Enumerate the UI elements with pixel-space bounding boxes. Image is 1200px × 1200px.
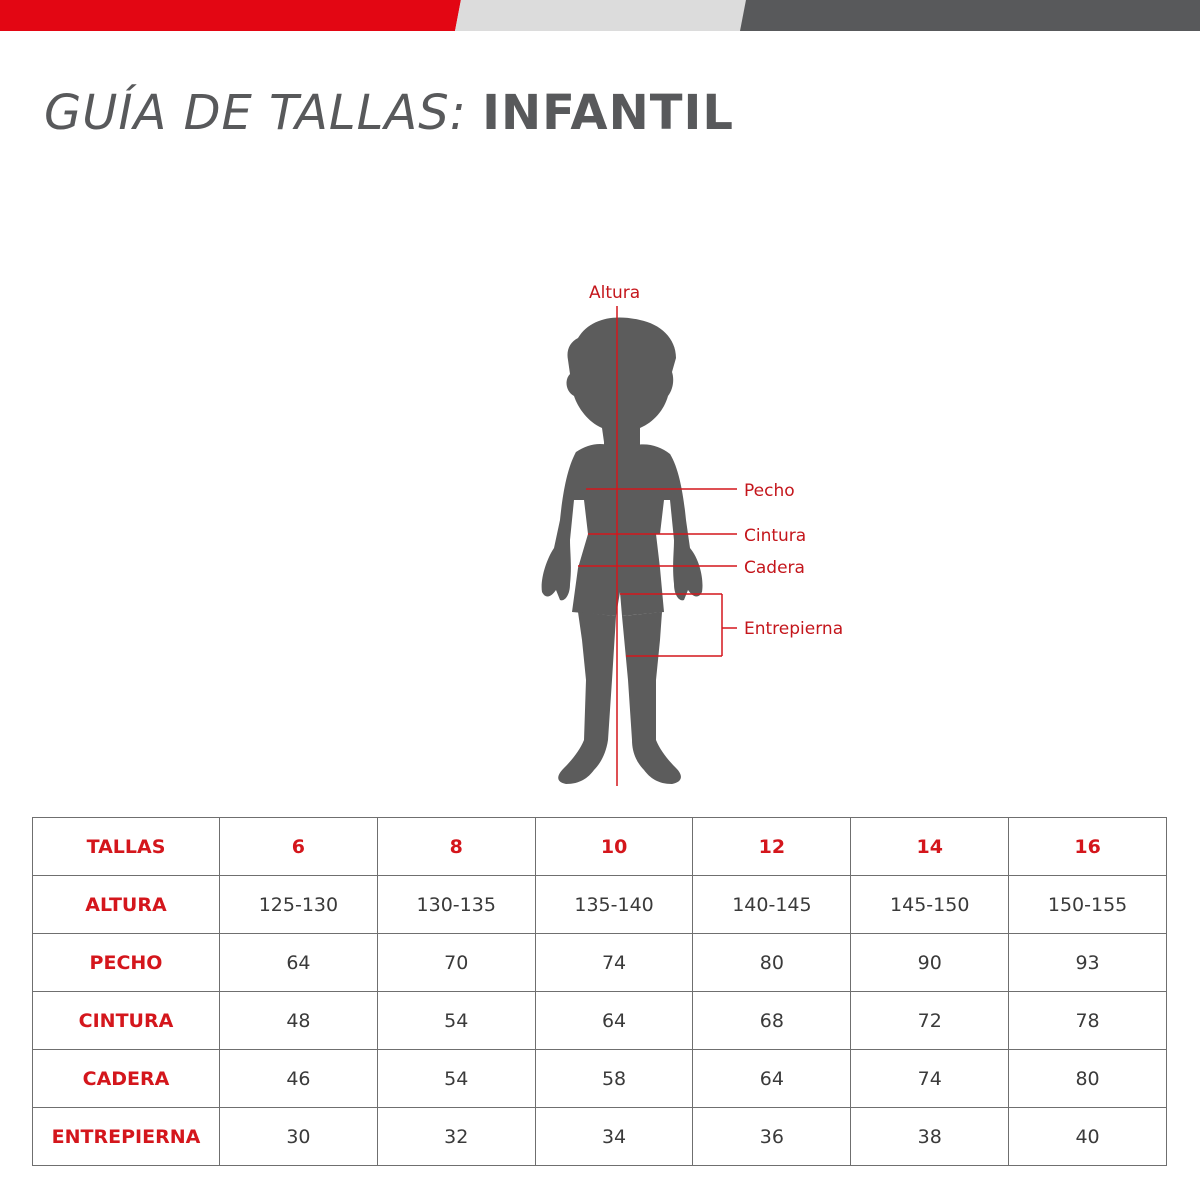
table-cell: 80 xyxy=(1009,1050,1167,1108)
size-table xyxy=(32,817,1167,1166)
table-row-entrepierna xyxy=(33,1108,1167,1166)
size-col-header: 16 xyxy=(1009,818,1167,876)
table-cell: 74 xyxy=(535,934,693,992)
label-cintura: Cintura xyxy=(744,526,807,546)
row-label: ALTURA xyxy=(33,876,220,934)
label-pecho: Pecho xyxy=(744,481,795,501)
header-label-tallas: TALLAS xyxy=(33,818,220,876)
table-cell: 145-150 xyxy=(851,876,1009,934)
size-col-header: 14 xyxy=(851,818,1009,876)
top-bar-red xyxy=(0,0,461,31)
page-title xyxy=(44,78,734,148)
table-cell: 34 xyxy=(535,1108,693,1166)
table-row-altura xyxy=(33,876,1167,934)
table-cell: 70 xyxy=(377,934,535,992)
table-cell: 135-140 xyxy=(535,876,693,934)
table-cell: 36 xyxy=(693,1108,851,1166)
table-cell: 74 xyxy=(851,1050,1009,1108)
table-cell: 68 xyxy=(693,992,851,1050)
table-cell: 72 xyxy=(851,992,1009,1050)
measurement-figure xyxy=(0,270,1200,800)
top-color-bar xyxy=(0,0,1200,31)
table-cell: 125-130 xyxy=(220,876,378,934)
table-cell: 40 xyxy=(1009,1108,1167,1166)
table-cell: 90 xyxy=(851,934,1009,992)
row-label: PECHO xyxy=(33,934,220,992)
table-cell: 54 xyxy=(377,992,535,1050)
table-row-cintura xyxy=(33,992,1167,1050)
label-cadera: Cadera xyxy=(744,558,805,578)
table-header-row xyxy=(33,818,1167,876)
label-entrepierna: Entrepierna xyxy=(744,619,844,639)
table-cell: 30 xyxy=(220,1108,378,1166)
table-cell: 58 xyxy=(535,1050,693,1108)
row-label: CINTURA xyxy=(33,992,220,1050)
table-cell: 64 xyxy=(693,1050,851,1108)
row-label: ENTREPIERNA xyxy=(33,1108,220,1166)
table-cell: 46 xyxy=(220,1050,378,1108)
table-cell: 38 xyxy=(851,1108,1009,1166)
size-col-header: 6 xyxy=(220,818,378,876)
title-light: GUÍA DE TALLAS: xyxy=(44,85,467,141)
top-bar-dark xyxy=(740,0,1200,31)
table-cell: 80 xyxy=(693,934,851,992)
size-col-header: 12 xyxy=(693,818,851,876)
table-cell: 64 xyxy=(535,992,693,1050)
table-cell: 54 xyxy=(377,1050,535,1108)
table-row-pecho xyxy=(33,934,1167,992)
size-col-header: 8 xyxy=(377,818,535,876)
table-cell: 150-155 xyxy=(1009,876,1167,934)
table-row-cadera xyxy=(33,1050,1167,1108)
table-cell: 130-135 xyxy=(377,876,535,934)
row-label: CADERA xyxy=(33,1050,220,1108)
table-cell: 93 xyxy=(1009,934,1167,992)
table-cell: 78 xyxy=(1009,992,1167,1050)
table-cell: 64 xyxy=(220,934,378,992)
child-silhouette-icon xyxy=(0,270,1200,800)
label-altura: Altura xyxy=(589,283,641,303)
top-bar-light xyxy=(455,0,747,31)
title-bold: INFANTIL xyxy=(482,85,734,141)
size-col-header: 10 xyxy=(535,818,693,876)
table-cell: 140-145 xyxy=(693,876,851,934)
table-cell: 32 xyxy=(377,1108,535,1166)
table-cell: 48 xyxy=(220,992,378,1050)
